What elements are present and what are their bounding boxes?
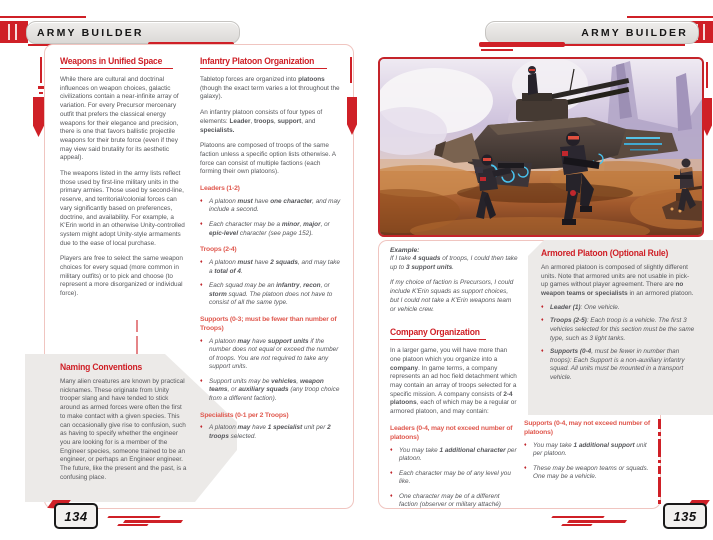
header-topline-right: [627, 16, 713, 18]
bullet-item: ♦ A platoon may have 1 specialist unit per 2 troops selected.: [200, 424, 343, 441]
header-bar-right: [485, 21, 699, 44]
bullet-item: ♦ A platoon must have one character, and may include a second.: [200, 198, 343, 215]
leaders-bullet-list: [390, 447, 518, 510]
title-rule: [200, 68, 327, 69]
example-paragraph: If my choice of faction is Precursors, I could include K'Erin squads as support choices, but I could not take a K'Erin weapons team or vehicle crew.: [390, 279, 514, 313]
header-topline-left: [0, 16, 86, 18]
footer-decor-dash: [551, 516, 604, 518]
artwork-hover-tank-illustration: [380, 59, 702, 235]
bullet-item: ♦ Supports (0-4, must be fewer in number than troops): Each Support is a non-auxiliary infantry squad. All units must be mounted in a transport vehicle.: [541, 348, 695, 382]
artwork-frame: [378, 57, 704, 237]
red-block-slit: [8, 24, 10, 40]
paragraph: An armored platoon is composed of slightly different units. Note that armored units are not usable in pick-up games without player agreement. There are no weapon teams or specialists in an armored platoon.: [541, 264, 694, 298]
paragraph: An infantry platoon consists of four types of elements: Leader, troops, support, and specialists.: [200, 109, 323, 134]
supports-bullet-list: [524, 442, 655, 482]
bullet-item: ♦ Leader (1): One vehicle.: [541, 304, 695, 313]
page-number-badge: [54, 503, 98, 529]
specialists-bullet-list: [200, 424, 343, 441]
mid-decor-dash: [136, 336, 138, 354]
header-accent-bar-right: [479, 42, 565, 47]
footer-decor-dash: [117, 524, 148, 526]
edge-decor-line-right: [350, 57, 352, 83]
header-bar-left: [26, 21, 240, 44]
section-title: Armored Platoon (Optional Rule): [541, 248, 669, 258]
page-number: 135: [673, 508, 697, 524]
subsection-leaders: Leaders (0-4, may not exceed number of platoons): [390, 424, 513, 441]
bullet-item: ♦ A platoon must have 2 squads, and may take a total of 4.: [200, 259, 343, 276]
bullet-item: ♦ Each character may be a minor, major, or epic-level character (see page 152).: [200, 221, 343, 238]
bullet-item: ♦ A platoon may have support units if the number does not equal or exceed the number of troops. You are not required to take any support units.: [200, 338, 343, 372]
red-block-slit: [703, 24, 705, 40]
header-red-block-left: [0, 21, 28, 43]
footer-decor-dash: [107, 516, 160, 518]
page-135: [357, 0, 713, 540]
bullet-item: ♦ These may be weapon teams or squads. One may be a vehicle.: [524, 465, 655, 482]
section-title: Naming Conventions: [60, 362, 143, 372]
edge-decor-line-left: [40, 57, 42, 83]
paragraph: Players are free to select the same weapon choices for every squad (more common in military outfits) or to pick and choose (to represent a more disorganized or individual force).: [60, 255, 183, 298]
page-title: ARMY BUILDER: [37, 26, 144, 39]
red-block-slit: [15, 24, 17, 40]
section-supports-company: [524, 420, 655, 488]
page-number: 134: [64, 508, 88, 524]
section-armored-platoon: [541, 248, 695, 382]
paragraph: The weapons listed in the army lists reflect those used by first-line military units in the primary armies. Those used by second-line, reserve, and territorial/colonial forces can vary significantly based on preferences, doctrine, and availability. For example, a K'Erin world in an otherwise Unity-controlled system might adopt Unity-style armaments due to the ease of local purchase.: [60, 170, 185, 247]
bullet-item: ♦ You may take 1 additional character per platoon.: [390, 447, 518, 464]
edge-decor-line: [706, 62, 708, 88]
paragraph: In a larger game, you will have more than one platoon which you organize into a company. In game terms, a company represents an ad hoc field detachment which may contain an array of troops selected for a specific mission. A company consists of 2-4 platoons, each of which may be a regular or armored platoon, and may contain:: [390, 347, 517, 416]
bullet-item: ♦ Each squad may be an infantry, recon, or storm squad. The platoon does not have to consist of all the same type.: [200, 282, 343, 308]
subsection-specialists: Specialists (0-1 per 2 Troops): [200, 411, 289, 419]
header-accent-dash-right: [481, 49, 513, 51]
page-number-badge: [663, 503, 707, 529]
title-rule: [390, 339, 486, 340]
paragraph: Platoons are composed of troops of the same faction unless a specific option lists otherwise. A force can consist of multiple factions (each forming their own platoons).: [200, 142, 336, 176]
supports-bullet-list: [200, 338, 343, 404]
paragraph: Tabletop forces are organized into platoons (though the exact term varies a lot throughout the galaxy).: [200, 76, 340, 101]
subsection-leaders: Leaders (1-2): [200, 185, 240, 193]
example-label: Example:: [390, 247, 420, 254]
subsection-supports: Supports (0-3; must be fewer than number of Troops): [200, 315, 337, 332]
leaders-bullet-list: [200, 198, 343, 238]
footer-decor-dash: [561, 524, 592, 526]
paragraph: Many alien creatures are known by practical nicknames. These originate from Unity trooper slang and have tended to stick around as armed forces were often the first to make contact with a given species. This can occasionally give rise to confusion, such as having to specify whether the engineer you are looking for is a member of the Engineer species, someone trained to be an engineer, or perhaps an Engineer engineer. The future, like the present and the past, is a confusing place.: [60, 378, 187, 481]
bullet-item: ♦ Troops (2-5): Each troop is a vehicle. The first 3 vehicles selected for this section must be the same type, such as 3 light tanks.: [541, 317, 695, 343]
tech-dash-column: [658, 419, 661, 504]
edge-decor-dash-left: [38, 86, 44, 89]
subsection-troops: Troops (2-4): [200, 246, 237, 254]
section-title: Weapons in Unified Space: [60, 56, 163, 66]
paragraph: While there are cultural and doctrinal influences on weapon choices, galactic civilizations contain a near-infinite array of variation. For every Precursor mercenary outfit that prefers the classical energy weapons for their elegance and precision, there is one that favors ballistic projectile weapons for their brute force (even if they may view said brutality for its aesthetic appeal).: [60, 76, 179, 162]
bullet-item: ♦ Support units may be vehicles, weapon teams, or auxiliary squads (any troop choice from a different faction).: [200, 378, 343, 404]
section-naming-conventions: [60, 362, 188, 489]
subsection-supports: Supports (0-4, may not exceed number of platoons): [524, 420, 650, 436]
page-title: ARMY BUILDER: [581, 26, 688, 39]
bullet-item: ♦ Each character may be of any level you like.: [390, 470, 518, 487]
bullet-item: ♦ You may take 1 additional support unit per platoon.: [524, 442, 655, 459]
footer-decor-dash: [123, 520, 183, 523]
armored-bullet-list: [541, 304, 695, 383]
footer-decor-dash: [567, 520, 627, 523]
example-paragraph: If I take 4 squads of troops, I could then take up to 3 support units.: [390, 255, 518, 271]
title-rule: [60, 68, 173, 69]
section-title: Company Organization: [390, 327, 480, 338]
mid-decor-dash: [136, 320, 138, 332]
edge-decor-pennant-left: [33, 97, 44, 137]
troops-bullet-list: [200, 259, 343, 308]
bullet-item: ♦ One character may be of a different faction (observer or military attaché): [390, 493, 518, 510]
edge-decor-dash-left: [39, 92, 43, 94]
section-weapons-in-unified-space: [60, 56, 190, 306]
section-infantry-platoon-organization: [200, 56, 343, 448]
section-title: Infantry Platoon Organization: [200, 56, 315, 66]
section-example-and-company: [390, 247, 518, 516]
